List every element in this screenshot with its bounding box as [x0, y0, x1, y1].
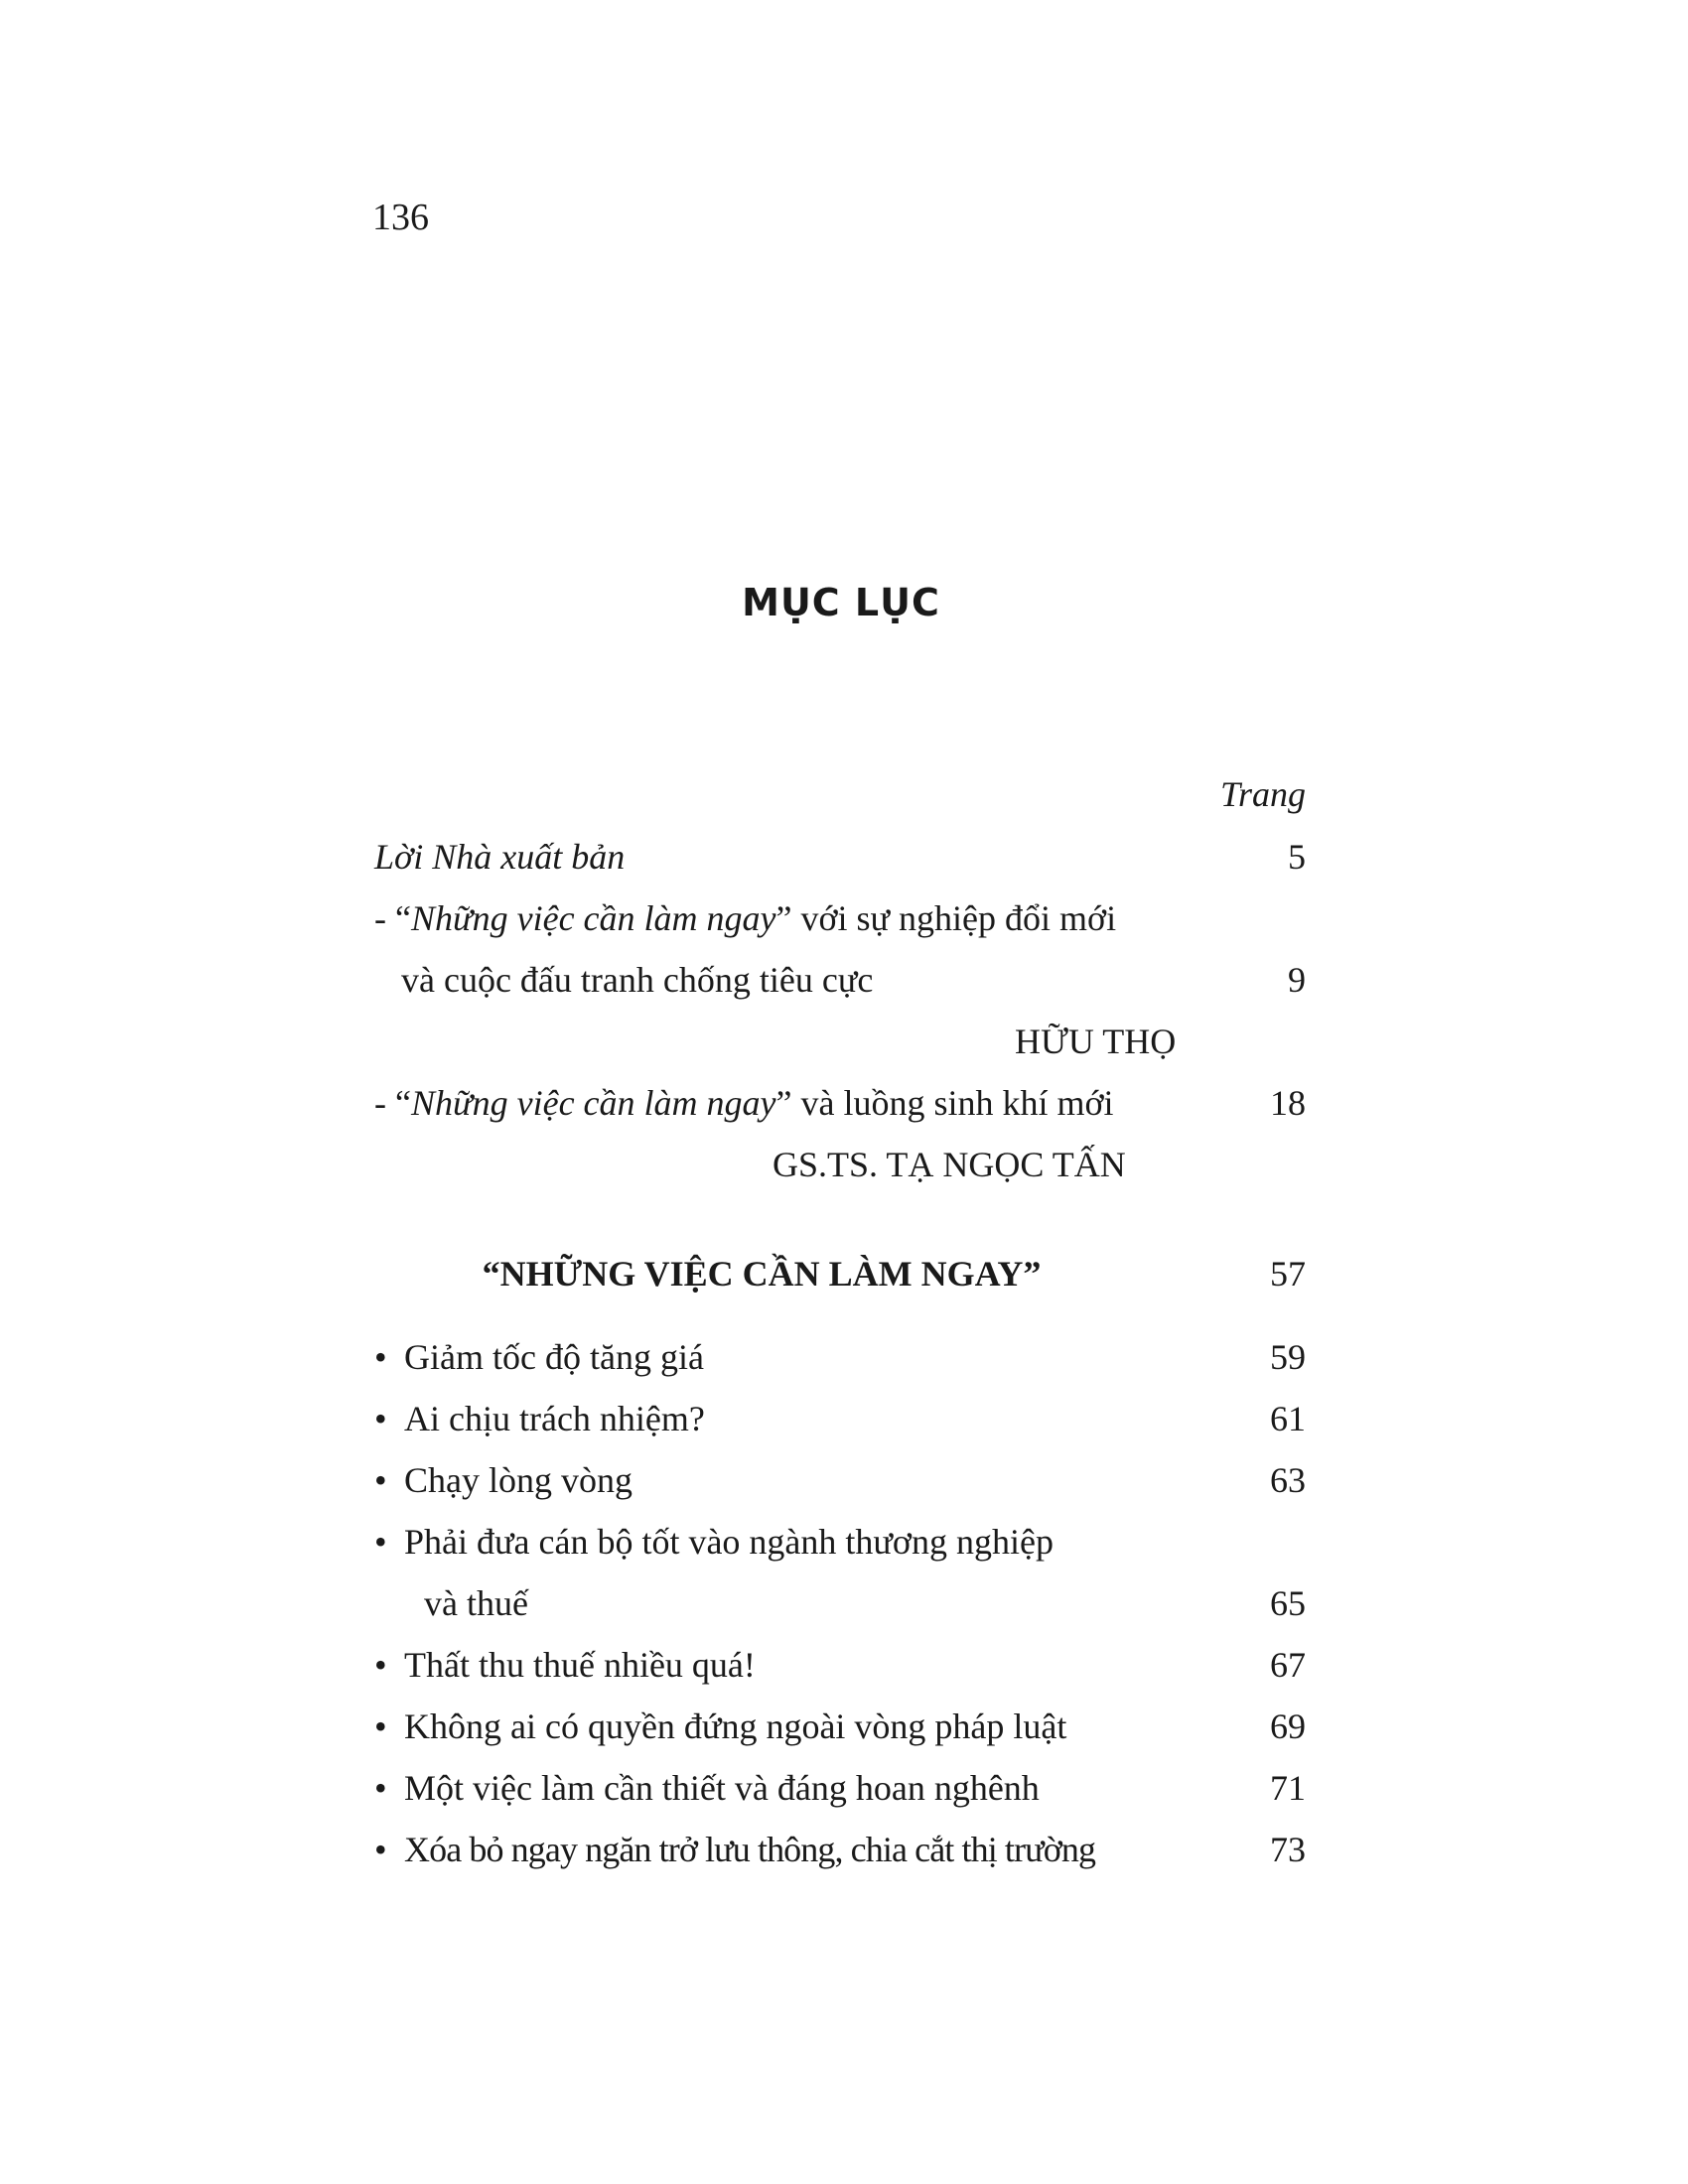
toc-item[interactable]: [374, 1393, 1306, 1444]
toc-entry-title: và cuộc đấu tranh chống tiêu cực: [401, 960, 874, 1000]
toc-item[interactable]: [374, 1516, 1306, 1568]
toc-entry[interactable]: [374, 831, 1306, 883]
bullet-icon: •: [374, 1522, 387, 1562]
toc-item-page: 59: [1270, 1337, 1306, 1377]
toc-entry-author: GS.TS. TẠ NGỌC TẤN: [773, 1145, 1126, 1184]
toc-item-title: và thuế: [424, 1583, 528, 1623]
toc-item-page: 67: [1270, 1645, 1306, 1685]
toc-entry-page: 18: [1270, 1083, 1306, 1123]
page-number: 136: [372, 197, 429, 238]
toc-item-title: • Xóa bỏ ngay ngăn trở lưu thông, chia cắt thị trường: [374, 1824, 1095, 1875]
bullet-icon: •: [374, 1830, 386, 1869]
bullet-icon: •: [374, 1645, 387, 1685]
toc-item[interactable]: [374, 1577, 1306, 1629]
toc-item[interactable]: [374, 1331, 1306, 1383]
bullet-icon: •: [374, 1399, 387, 1438]
toc-item[interactable]: [374, 1762, 1306, 1814]
toc-entry[interactable]: [374, 892, 1306, 944]
toc-entry-page: 5: [1288, 837, 1306, 877]
toc-section-page: 57: [1270, 1254, 1306, 1294]
page-title: MỤC LỤC: [742, 581, 940, 624]
toc-section-heading[interactable]: [374, 1248, 1306, 1299]
toc-item[interactable]: [374, 1639, 1306, 1691]
toc-item-title: • Phải đưa cán bộ tốt vào ngành thương nghiệp: [374, 1516, 1054, 1568]
toc-item-title: • Chạy lòng vòng: [374, 1454, 633, 1506]
toc-item[interactable]: [374, 1454, 1306, 1506]
toc-entry-author: HỮU THỌ: [1015, 1022, 1177, 1061]
toc-item-page: 73: [1270, 1830, 1306, 1869]
toc-entry-title: - “Những việc cần làm ngay” và luồng sinh khí mới: [374, 1083, 1114, 1123]
page-column-label: Trang: [1219, 774, 1306, 814]
toc-entry[interactable]: [374, 1077, 1306, 1129]
toc-item-page: 71: [1270, 1768, 1306, 1808]
toc-item-page: 69: [1270, 1706, 1306, 1746]
bullet-icon: •: [374, 1706, 387, 1746]
bullet-icon: •: [374, 1337, 387, 1377]
toc-item-title: • Không ai có quyền đứng ngoài vòng pháp luật: [374, 1701, 1066, 1752]
toc-item-page: 61: [1270, 1399, 1306, 1438]
toc-item-page: 63: [1270, 1460, 1306, 1500]
toc-entry-page: 9: [1288, 960, 1306, 1000]
toc-entry-title: - “Những việc cần làm ngay” với sự nghiệp đổi mới: [374, 898, 1117, 938]
toc-entry[interactable]: [374, 954, 1306, 1006]
toc-item-title: • Một việc làm cần thiết và đáng hoan nghênh: [374, 1762, 1040, 1814]
toc-item[interactable]: [374, 1824, 1306, 1875]
toc-item[interactable]: [374, 1701, 1306, 1752]
toc-item-title: • Ai chịu trách nhiệm?: [374, 1393, 705, 1444]
bullet-icon: •: [374, 1768, 387, 1808]
toc-item-page: 65: [1270, 1583, 1306, 1623]
toc-section-title: “NHỮNG VIỆC CẦN LÀM NGAY”: [482, 1254, 1042, 1294]
toc-item-title: • Thất thu thuế nhiều quá!: [374, 1639, 756, 1691]
bullet-icon: •: [374, 1460, 387, 1500]
toc-item-title: • Giảm tốc độ tăng giá: [374, 1331, 704, 1383]
toc-entry-title: Lời Nhà xuất bản: [374, 837, 626, 877]
